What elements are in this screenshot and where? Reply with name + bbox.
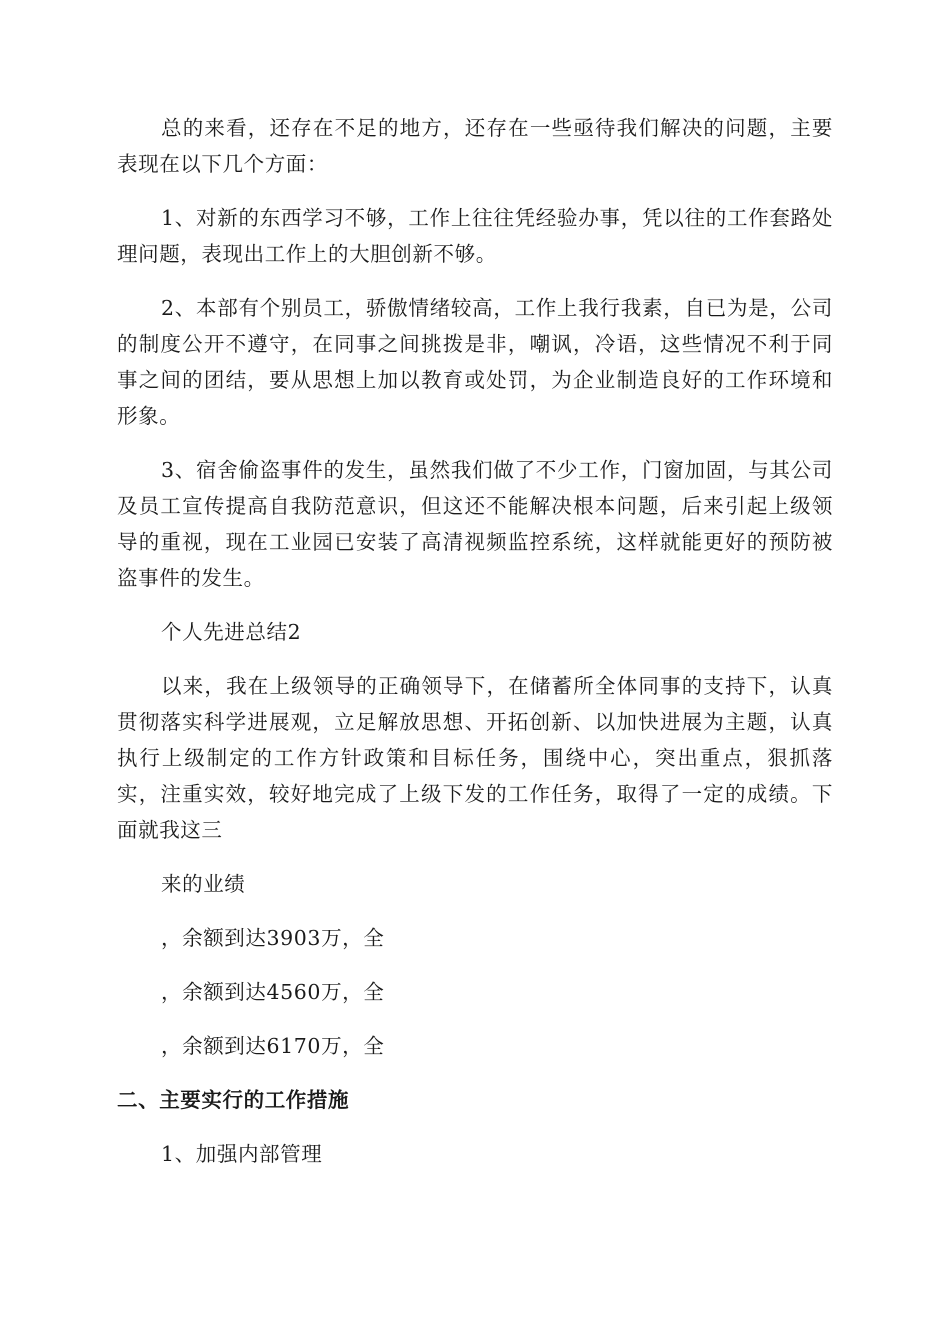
paragraph-performance: 来的业绩 bbox=[161, 872, 246, 896]
paragraph-balance-2: ，余额到达4560万，全 bbox=[161, 980, 385, 1004]
paragraph-point-3: 3、宿舍偷盗事件的发生，虽然我们做了不少工作，门窗加固，与其公司及员工宣传提高自我防范意识，但这还不能解决根本问题，后来引起上级领导的重视，现在工业园已安装了高清视频监控系统，这样就能更好的预防被盗事件的发生。 bbox=[117, 458, 833, 590]
paragraph-summary: 总的来看，还存在不足的地方，还存在一些亟待我们解决的问题，主要表现在以下几个方面： bbox=[117, 116, 833, 176]
section-heading: 二、主要实行的工作措施 bbox=[117, 1088, 350, 1112]
paragraph-intro: 以来，我在上级领导的正确领导下，在储蓄所全体同事的支持下，认真贯彻落实科学进展观，立足解放思想、开拓创新、以加快进展为主题，认真执行上级制定的工作方针政策和目标任务，围绕中心，突出重点，狠抓落实，注重实效，较好地完成了上级下发的工作任务，取得了一定的成绩。下面就我这三 bbox=[117, 674, 833, 842]
paragraph-balance-3: ，余额到达6170万，全 bbox=[161, 1034, 385, 1058]
paragraph-title-2: 个人先进总结2 bbox=[161, 620, 302, 644]
sub-item-1: 1、加强内部管理 bbox=[161, 1142, 323, 1166]
paragraph-balance-1: ，余额到达3903万，全 bbox=[161, 926, 385, 950]
paragraph-point-1: 1、对新的东西学习不够，工作上往往凭经验办事，凭以往的工作套路处理问题，表现出工作上的大胆创新不够。 bbox=[117, 206, 833, 266]
document-body bbox=[117, 110, 833, 1190]
paragraph-point-2: 2、本部有个别员工，骄傲情绪较高，工作上我行我素，自已为是，公司的制度公开不遵守，在同事之间挑拨是非，嘲讽，冷语，这些情况不利于同事之间的团结，要从思想上加以教育或处罚，为企业制造良好的工作环境和形象。 bbox=[117, 296, 833, 428]
